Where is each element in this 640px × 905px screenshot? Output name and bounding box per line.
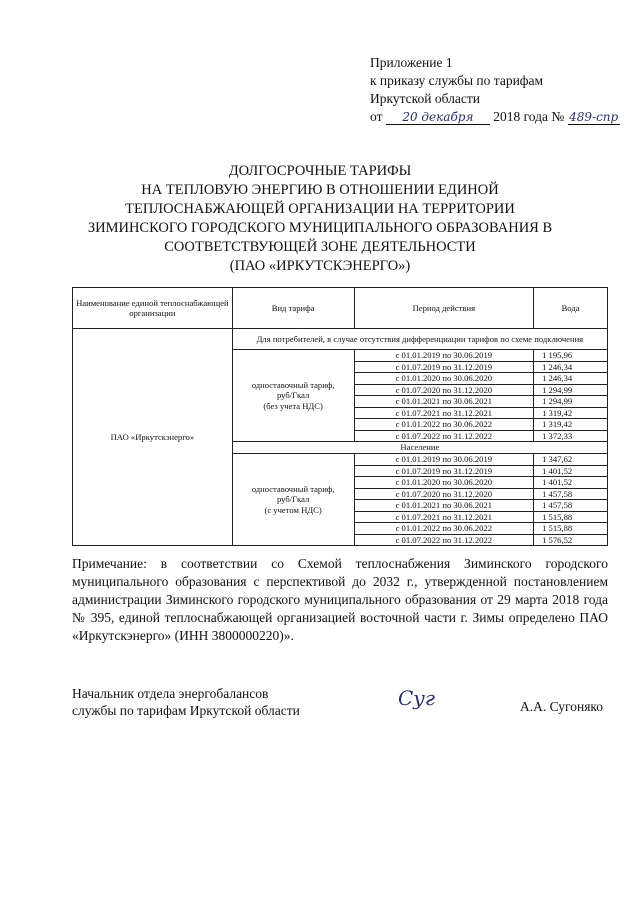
header-period: Период действия: [354, 288, 534, 329]
water-value-cell: 1 457,58: [534, 500, 608, 512]
group-label: Для потребителей, в случае отсутствия дифференциации тарифов по схеме подключения: [232, 329, 607, 350]
date-prefix: от: [370, 109, 383, 124]
water-value-cell: 1 576,52: [534, 534, 608, 546]
period-cell: с 01.01.2020 по 30.06.2020: [354, 477, 534, 489]
table-header-row: [73, 288, 608, 329]
water-value-cell: 1 457,58: [534, 488, 608, 500]
handwritten-number: 489-спр: [569, 110, 619, 124]
tariff-type-cell: [232, 350, 354, 442]
period-cell: с 01.07.2020 по 31.12.2020: [354, 488, 534, 500]
period-cell: с 01.01.2020 по 30.06.2020: [354, 373, 534, 385]
appendix-line-3: Иркутской области: [370, 91, 481, 106]
period-cell: с 01.07.2021 по 31.12.2021: [354, 407, 534, 419]
period-cell: с 01.07.2019 по 31.12.2019: [354, 465, 534, 477]
tariff-type-line: (без учета НДС): [263, 400, 323, 411]
title-line: НА ТЕПЛОВУЮ ЭНЕРГИЮ В ОТНОШЕНИИ ЕДИНОЙ: [141, 182, 499, 198]
signatory-name: А.А. Сугоняко: [520, 699, 604, 714]
note-paragraph: Примечание: в соответствии со Схемой теплоснабжения Зиминского городского муниципального образования с перспективой до 2032 г., утвержденной постановлением администрации Зиминского городского муниципального образования от 29 марта 2018 года № 395, единой теплоснабжающей организацией восточной части г. Зимы определено ПАО «Иркутскэнерго» (ИНН 3800000220)».: [72, 556, 608, 643]
period-cell: с 01.01.2022 по 30.06.2022: [354, 523, 534, 535]
period-cell: с 01.07.2022 по 31.12.2022: [354, 430, 534, 442]
water-value-cell: 1 515,88: [534, 523, 608, 535]
header-org: Наименование единой теплоснабжающей организации: [73, 288, 233, 329]
tariff-type-line: одноставочный тариф,: [251, 483, 335, 494]
period-cell: с 01.01.2022 по 30.06.2022: [354, 419, 534, 431]
period-cell: с 01.07.2019 по 31.12.2019: [354, 361, 534, 373]
period-cell: с 01.01.2019 по 30.06.2019: [354, 454, 534, 466]
tariff-type-line: (с учетом НДС): [264, 504, 322, 515]
water-value-cell: 1 319,42: [534, 419, 608, 431]
signature-mark: Суг: [398, 686, 436, 710]
title-line: (ПАО «ИРКУТСКЭНЕРГО»): [229, 258, 411, 274]
water-value-cell: 1 294,99: [534, 384, 608, 396]
water-value-cell: 1 246,34: [534, 361, 608, 373]
water-value-cell: 1 515,88: [534, 511, 608, 523]
signature-position: [72, 685, 300, 719]
org-name-cell: ПАО «Иркутскэнерго»: [73, 329, 233, 546]
group-label-row: [73, 329, 608, 350]
water-value-cell: 1 195,96: [534, 350, 608, 362]
tariff-type-line: руб/Гкал: [276, 390, 310, 401]
water-value-cell: 1 372,33: [534, 430, 608, 442]
title-line: СООТВЕТСТВУЮЩЕЙ ЗОНЕ ДЕЯТЕЛЬНОСТИ: [164, 239, 476, 255]
period-cell: с 01.07.2020 по 31.12.2020: [354, 384, 534, 396]
title-line: ТЕПЛОСНАБЖАЮЩЕЙ ОРГАНИЗАЦИИ НА ТЕРРИТОРИИ: [125, 201, 515, 217]
document-title: [70, 162, 570, 276]
year-text: 2018 года №: [493, 109, 565, 124]
header-tariff-type: Вид тарифа: [232, 288, 354, 329]
period-cell: с 01.07.2022 по 31.12.2022: [354, 534, 534, 546]
title-line: ДОЛГОСРОЧНЫЕ ТАРИФЫ: [228, 163, 412, 179]
water-value-cell: 1 347,62: [534, 454, 608, 466]
water-value-cell: 1 319,42: [534, 407, 608, 419]
group-label: Население: [232, 442, 607, 454]
period-cell: с 01.07.2021 по 31.12.2021: [354, 511, 534, 523]
appendix-block: [370, 54, 620, 126]
water-value-cell: 1 401,52: [534, 477, 608, 489]
appendix-line-1: Приложение 1: [370, 55, 453, 70]
appendix-date-line: [370, 108, 620, 126]
position-line-2: службы по тарифам Иркутской области: [72, 703, 300, 718]
title-line: ЗИМИНСКОГО ГОРОДСКОГО МУНИЦИПАЛЬНОГО ОБРАЗОВАНИЯ В: [87, 220, 553, 236]
position-line-1: Начальник отдела энергобалансов: [72, 686, 269, 701]
period-cell: с 01.01.2021 по 30.06.2021: [354, 396, 534, 408]
tariff-type-line: руб/Гкал: [276, 494, 310, 505]
period-cell: с 01.01.2021 по 30.06.2021: [354, 500, 534, 512]
water-value-cell: 1 294,99: [534, 396, 608, 408]
tariff-type-line: одноставочный тариф,: [251, 379, 335, 390]
tariff-table: [72, 287, 608, 546]
header-water: Вода: [534, 288, 608, 329]
period-cell: с 01.01.2019 по 30.06.2019: [354, 350, 534, 362]
handwritten-date: 20 декабря: [386, 111, 490, 125]
appendix-line-2: к приказу службы по тарифам: [370, 73, 544, 88]
water-value-cell: 1 246,34: [534, 373, 608, 385]
tariff-type-cell: [232, 454, 354, 546]
water-value-cell: 1 401,52: [534, 465, 608, 477]
